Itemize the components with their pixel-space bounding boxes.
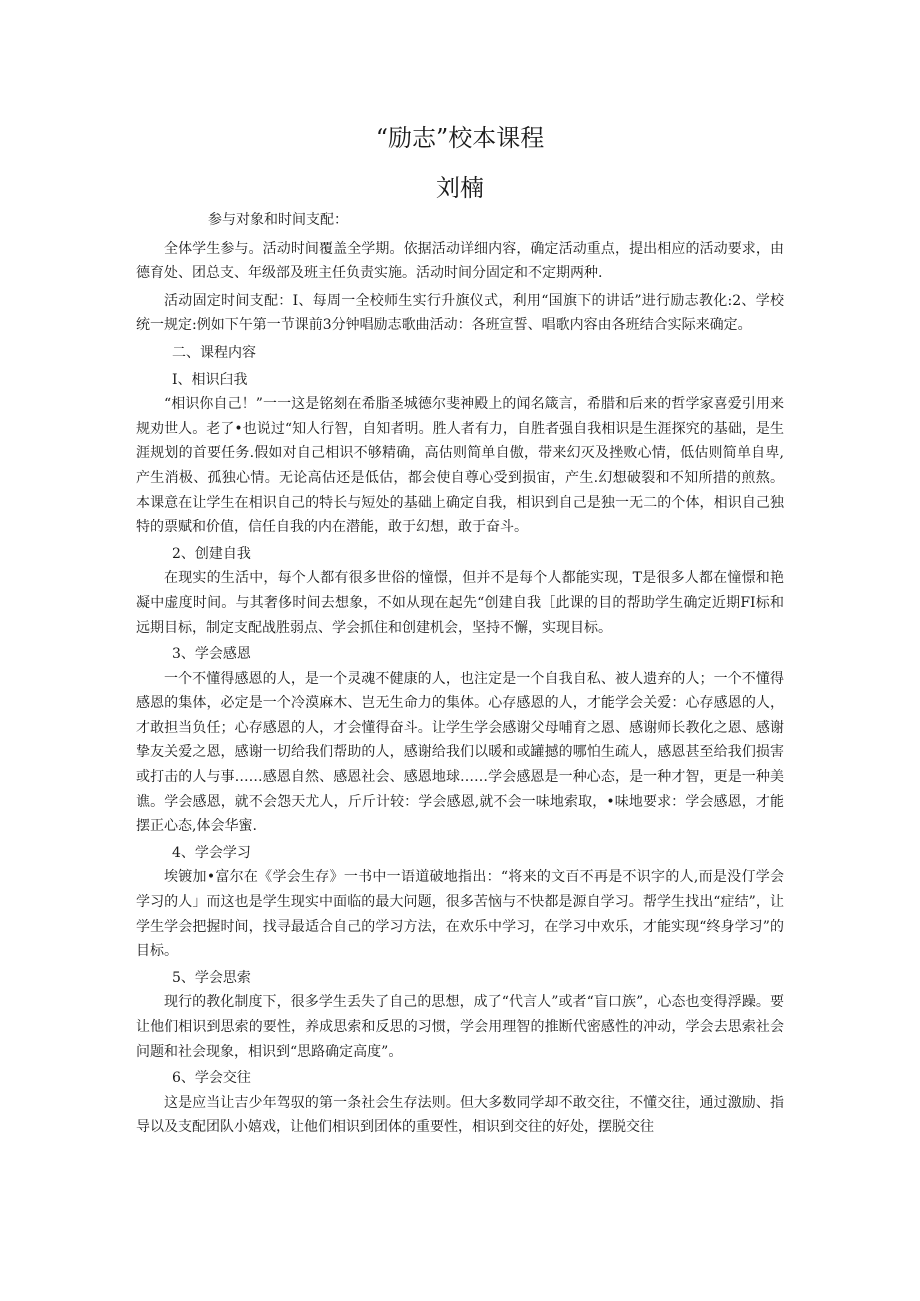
subsection-heading: 3、学会感恩 — [172, 646, 251, 663]
subsection-paragraph: 这是应当让吉少年驾驭的第一条社会生存法则。但大多数同学却不敢交往，不懂交往，通过激励、指导以及支配团队小嬉戏，让他们相识到团体的重要性，相识到交往的好处，摆脱交往 — [136, 1094, 784, 1136]
subsection-paragraph: “相识你自己！”一一这是铭刻在希脂圣城德尔斐神殿上的闻名箴言，希腊和后来的哲学家喜爱引用来规劝世人。老了•也说过“知人行智，自知者明。胜人者有力，自胜者强自我相识是生涯探究的基础，是生涯规划的首要任务.假如对自己相识不够精确，高估则简单自傲，带来幻灭及挫败心情，低估则简单自卑,产生消极、孤独心情。无论高估还是低估，都会使自尊心受到损宙，产生.幻想破裂和不知所措的煎熬。本课意在让学生在相识自己的特长与短处的基础上确定自我，相识到自己是独一无二的个体，相识自己独特的票赋和价值，信任自我的内在潜能，敢于幻想，敢于奋斗。 — [136, 396, 784, 536]
intro-heading: 参与对象和时间支配： — [208, 212, 348, 228]
subsection-paragraph: 现行的教化制度下，很多学生丢失了自己的思想，成了“代言人”或者“盲口族”，心态也变得浮躁。要让他们相识到思索的要性，养成思索和反思的习惯，学会用理智的推断代密感性的冲动，学会去思索社会问题和社会现象，相识到“思路确定高度”。 — [136, 994, 784, 1060]
section-heading: 二、课程内容 — [172, 344, 256, 361]
subsection-heading: 4、学会学习 — [172, 844, 251, 861]
intro-paragraph: 活动固定时间支配：I、每周一全校师生实行升旗仪式，利用“国旗下的讲话”进行励志教化:2、学校统一规定:例如下午第一节课前3分钟唱励志歌曲活动：各班宣誓、唱歌内容由各班结合实际来确定。 — [136, 292, 784, 334]
subsection-heading: 6、学会交往 — [172, 1070, 251, 1087]
subsection-heading: I、相识臼我 — [172, 371, 248, 388]
subsection-heading: 5、学会思索 — [172, 969, 251, 986]
subsection-heading: 2、创建自我 — [172, 545, 251, 562]
intro-paragraph: 全体学生参与。活动时间覆盖全学期。依据活动详细内容，确定活动重点，提出相应的活动要求，由德育处、团总支、年级部及班主任负责实施。活动时间分固定和不定期两种. — [136, 240, 784, 282]
document-author: 刘楠 — [436, 174, 484, 202]
document-title: “励志”校本课程 — [375, 124, 545, 152]
subsection-paragraph: 一个不懂得感恩的人，是一个灵魂不健康的人，也注定是一个自我自私、被人遗弃的人；一个不懂得感恩的集体，必定是一个冷漠麻木、岂无生命力的集体。心存感恩的人，才能学会关爱：心存感恩的人，才敢担当负任；心存感恩的人，才会懂得奋斗。让学生学会感谢父母哺育之恩、感谢师长教化之恩、感谢挚友关爱之恩，感谢一切给我们帮助的人，感谢给我们以暖和或罐撼的哪怕生疏人，感恩甚至给我们损害或打击的人与事……感恩自然、感恩社会、感恩地球……学会感恩是一种心态，是一种才智，更是一种美谯。学会感恩，就不会怨天尤人，斤斤计较：学会感恩,就不会一味地索取，•味地要求：学会感恩，才能摆正心态,体会华蜜. — [136, 670, 784, 835]
subsection-paragraph: 埃镀加•富尔在《学会生存》一书中一语道破地指出：“将来的文百不再是不识字的人,而是没仃学会学习的人」而这也是学生现实中面临的最大问题，很多苦恼与不快都是源自学习。帮学生找出“症结”，让学生学会把握时间，找寻最适合自己的学习方法，在欢乐中学习，在学习中欢乐，才能实现“终身学习”的目标。 — [136, 869, 784, 960]
document-body — [136, 208, 784, 1140]
subsection-paragraph: 在现实的生活中，每个人都有很多世俗的憧憬，但并不是每个人都能实现，T是很多人都在憧憬和艳凝中虚度时间。与其奢侈时间去想象，不如从现在起先“创建自我［此课的目的帮助学生确定近期FI标和远期目标，制定支配战胜弱点、学会抓住和创建机会，坚持不懈，实现目标。 — [136, 570, 784, 636]
